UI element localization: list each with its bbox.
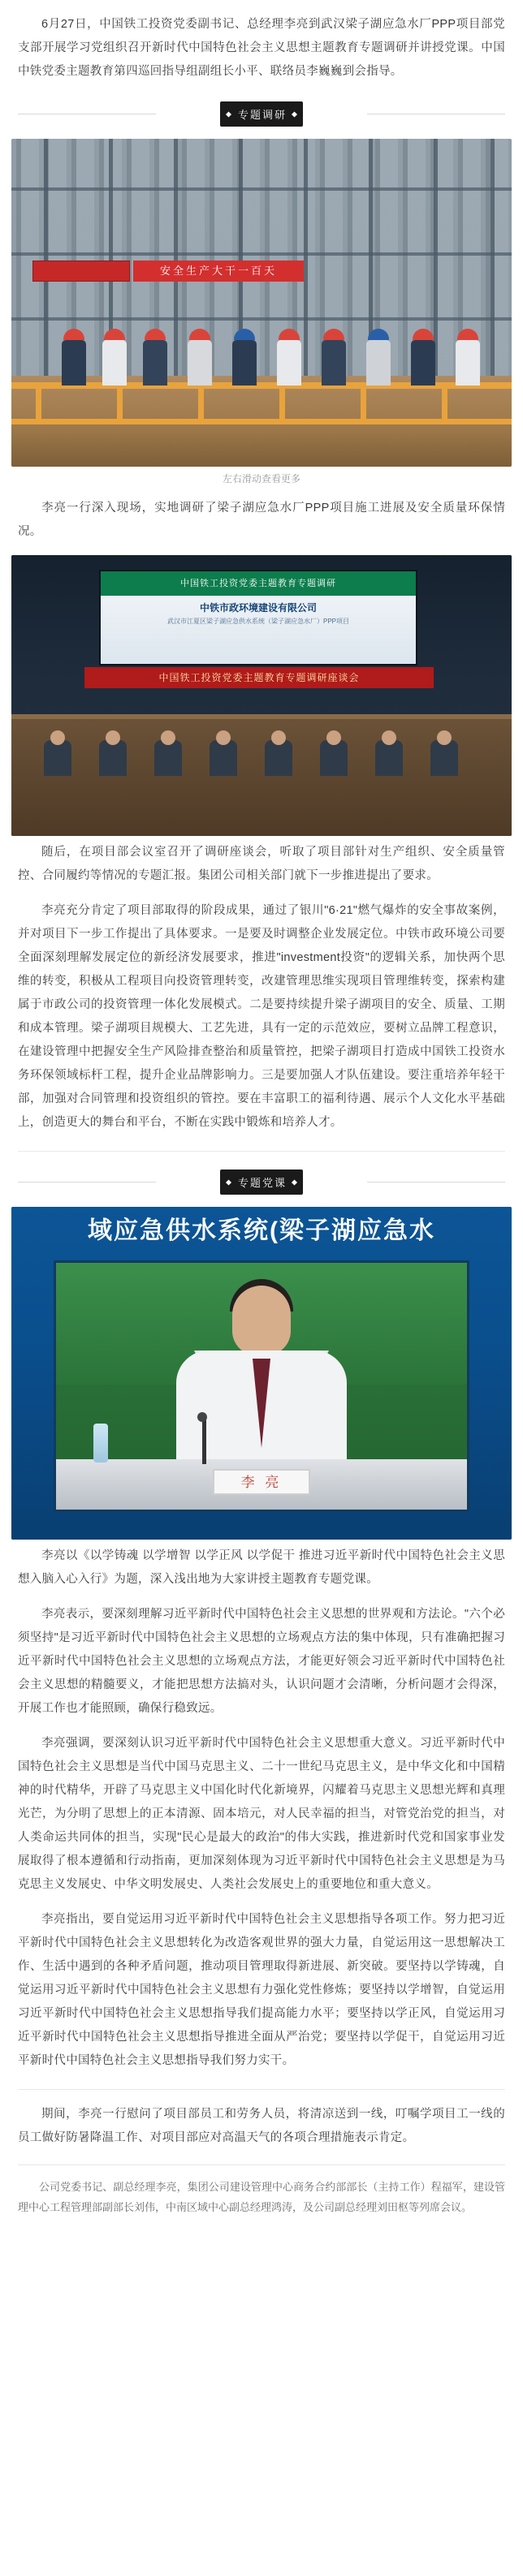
lead-paragraph: 6月27日，中国铁工投资党委副书记、总经理李亮到武汉梁子湖应急水厂PPP项目部党支部开展学习党组织召开新时代中国特色社会主义思想主题教育专题调研并讲授党课。中国中铁党委主题教育第四巡回指导组副组长小平、联络员李巍巍到会指导。 <box>18 18 505 78</box>
closing-divider <box>18 2089 505 2090</box>
speaker-tie <box>253 1359 270 1448</box>
article-page <box>0 13 523 2233</box>
section-header-lecture <box>0 1170 523 1194</box>
worker-figure <box>409 329 437 386</box>
section-header-survey <box>0 101 523 126</box>
section-tag-survey: 专题调研 <box>220 101 303 127</box>
worker-figure <box>275 329 303 386</box>
survey-paragraph-1: 李亮一行深入现场，实地调研了梁子湖应急水厂PPP项目施工进展及安全质量环保情况。 <box>18 502 505 538</box>
screen-header-band: 中国铁工投资党委主题教育专题调研 <box>101 571 416 596</box>
lecture-paragraph-1: 李亮以《以学铸魂 以学增智 以学正风 以学促干 推进习近平新时代中国特色社会主义思想入脑入心入行》为题，深入浅出地为大家讲授主题教育专题党课。 <box>18 1549 505 1586</box>
worker-figure <box>60 329 88 386</box>
worker-figure <box>186 329 214 386</box>
microphone-head <box>197 1412 207 1422</box>
photo-construction-site <box>11 139 512 467</box>
meeting-banner: 中国铁工投资党委主题教育专题调研座谈会 <box>84 667 434 688</box>
figure-caption: 左右滑动查看更多 <box>222 473 300 485</box>
section-tag-lecture: 专题党课 <box>220 1170 303 1195</box>
survey-paragraph-2: 随后，在项目部会议室召开了调研座谈会，听取了项目部针对生产组织、安全质量管控、合同履约等情况的专题汇报。集团公司相关部门就下一步推进提出了要求。 <box>18 846 505 882</box>
name-plate: 李 亮 <box>213 1469 310 1495</box>
screen-subtitle: 武汉市江夏区梁子湖应急供水系统（梁子湖应急水厂）PPP项目 <box>166 618 349 625</box>
lecture-paragraph-3: 李亮强调，要深刻认识习近平新时代中国特色社会主义思想重大意义。习近平新时代中国特色社会主义思想是当代中国马克思主义、二十一世纪马克思主义，是中华文化和中国精神的时代精华，开辟了马克思主义中国化时代化新境界，闪耀着马克思主义思想光辉和真理光芒，为分明了思想上的正本清源、固本培元，对人民幸福的担当，对管党治党的担当，对人类命运共同体的担当，实现"民心是最大的政治"的伟大实践，推进新时代党和国家事业发展取得了根本遵循和行动指南，更加深刻体现为习近平新时代中国特色社会主义思想是为马克思主义发展史、中华文明发展史、人类社会发展史上的重要地位和重大意义。 <box>18 1737 505 1891</box>
worker-figure <box>320 329 348 386</box>
worker-figure <box>365 329 392 386</box>
site-banner-text: 安全生产大干一百天 <box>133 261 304 282</box>
water-bottle <box>93 1424 108 1462</box>
photo-speaker <box>11 1207 512 1540</box>
speaker-head <box>232 1286 291 1355</box>
lecture-paragraph-2: 李亮表示，要深刻理解习近平新时代中国特色社会主义思想的世界观和方法论。"六个必须坚持"是习近平新时代中国特色社会主义思想的立场观点方法的集中体现，只有准确把握习近平新时代中国特色社会主义思想的立场观点方法，才能更好领会习近平新时代中国特色社会主义思想的精髓要义，才能把思想方法搞对头，认识问题才会清晰，分析问题才会得深，开展工作也才能照顾，确保行稳致远。 <box>18 1608 505 1715</box>
worker-figure <box>454 329 482 386</box>
microphone <box>202 1419 206 1464</box>
worker-figure <box>231 329 258 386</box>
worker-figure <box>141 329 169 386</box>
figure-speaker <box>11 1207 512 1540</box>
attendees-signature: 公司党委书记、副总经理李亮，集团公司建设管理中心商务合约部部长（主持工作）程福军，建设管理中心工程管理部副部长刘伟，中南区域中心副总经理鸿涛，及公司副总经理刘田枢等列席会议。 <box>18 2165 505 2218</box>
figure-meeting-room <box>11 555 512 836</box>
backdrop-title-text: 域应急供水系统(梁子湖应急水 <box>88 1217 435 1244</box>
section-divider <box>18 1151 505 1152</box>
screen-title: 中铁市政环境建设有限公司 <box>199 602 317 614</box>
site-banner-flag <box>32 261 130 282</box>
stage-backdrop <box>54 1260 469 1512</box>
safety-rail-lower <box>11 419 512 424</box>
worker-figure <box>101 329 128 386</box>
presentation-screen <box>99 570 417 666</box>
figure-construction-site <box>11 139 512 485</box>
photo-meeting-room <box>11 555 512 836</box>
survey-paragraph-3: 李亮充分肯定了项目部取得的阶段成果，通过了银川"6·21"燃气爆炸的安全事故案例，并对项目下一步工作提出了具体要求。一是要及时调整企业发展定位。中铁市政环境公司要全面深刻理解发展定位的新经济发展要求，推进"investment投资"的逻辑关系，加快两个思维的转变，积极从工程项目向投资管理转变，改建管理思维实现项目管理维转变，探索构建属于市政公司的投资管理一体化发展模式。二是要持续提升梁子湖项目的安全、质量、工期和成本管理。梁子湖项目规模大、工艺先进，具有一定的示范效应，要树立品牌工程意识，在建设管理中把握安全生产风险排查整治和质量管控，把梁子湖项目打造成中国铁工投资水务环保领域标杆工程，提升企业品牌影响力。三是要加强人才队伍建设。要注重培养年轻干部，加强对合同管理和投资组织的管控。要在丰富职工的福利待遇、展示个人文化水平基础上，创造更大的舞台和平台，不断在实践中锻炼和培养人才。 <box>18 904 505 1129</box>
lecture-paragraph-4: 李亮指出，要自觉运用习近平新时代中国特色社会主义思想指导各项工作。努力把习近平新时代中国特色社会主义思想转化为改造客观世界的强大力量，自觉运用这一思想解决工作、生活中遇到的各种矛盾问题，推动项目管理取得新进展、新突破。要坚持以学铸魂，自觉运用习近平新时代中国特色社会主义思想有力强化党性修炼；要坚持以学增智，自觉运用习近平新时代中国特色社会主义思想指导我们提高能力水平；要坚持以学正风，自觉运用习近平新时代中国特色社会主义思想指导推进全面从严治党；要坚持以学促干，自觉运用习近平新时代中国特色社会主义思想指导我们努力实干。 <box>18 1913 505 2067</box>
closing-paragraph: 期间，李亮一行慰问了项目部员工和劳务人员，将清凉送到一线，叮嘱学项目工一线的员工做好防暑降温工作、对项目部应对高温天气的各项合理措施表示肯定。 <box>18 2108 505 2144</box>
